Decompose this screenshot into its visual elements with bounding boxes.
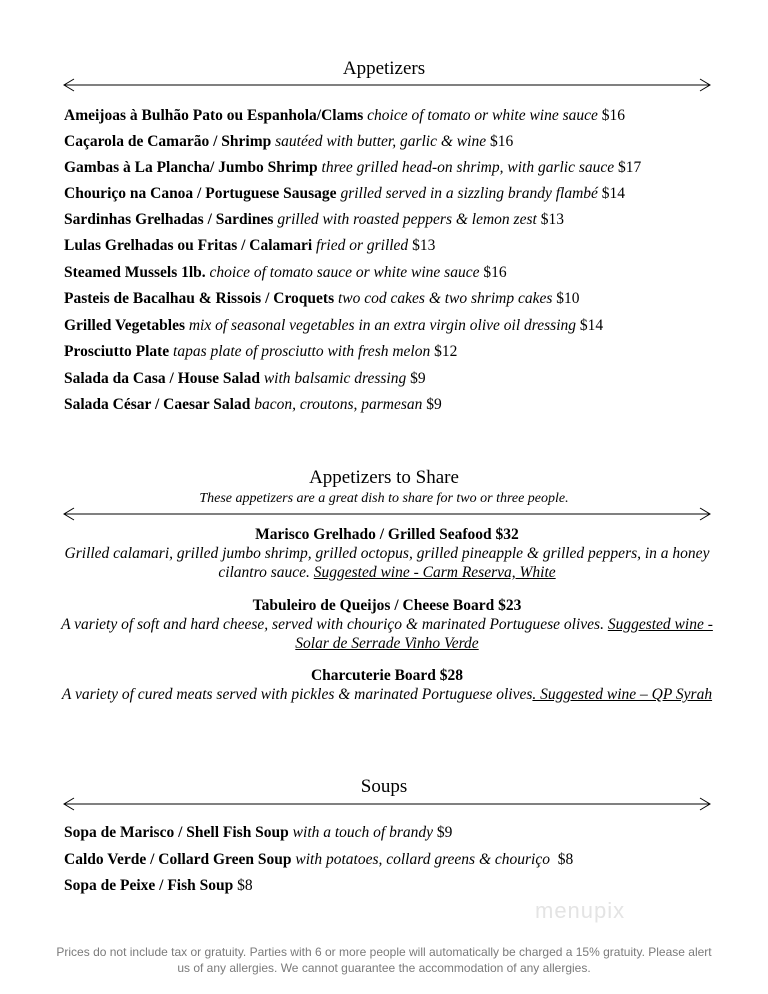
item-desc: with potatoes, collard greens & chouriço <box>295 851 550 868</box>
item-price: $16 <box>489 133 514 150</box>
item-name: Caldo Verde / Collard Green Soup <box>64 851 292 868</box>
item-desc: choice of tomato or white wine sauce <box>367 107 598 124</box>
item-price: $9 <box>426 396 442 413</box>
item-desc: sautéed with butter, garlic & wine <box>275 133 487 150</box>
share-item-desc <box>60 685 714 704</box>
soup-item <box>64 876 744 896</box>
menu-item <box>64 369 744 389</box>
item-desc: grilled with roasted peppers & lemon zest <box>277 211 537 228</box>
item-desc: three grilled head-on shrimp, with garlic sauce <box>321 159 615 176</box>
share-item-desc <box>60 544 714 582</box>
item-name: Gambas à La Plancha/ Jumbo Shrimp <box>64 159 318 176</box>
menu-item <box>64 236 744 256</box>
item-desc: with balsamic dressing <box>263 370 407 387</box>
share-item-desc <box>60 615 714 653</box>
soups-title: Soups <box>360 776 408 797</box>
share-item-desc-text: A variety of cured meats served with pickles & marinated Portuguese olives <box>61 686 533 703</box>
item-desc: bacon, croutons, parmesan <box>254 396 423 413</box>
item-name: Prosciutto Plate <box>64 343 170 360</box>
item-price: $17 <box>618 159 642 176</box>
item-price: $13 <box>412 237 436 254</box>
suggested-wine: . Suggested wine – QP Syrah <box>532 686 713 703</box>
menu-item <box>64 158 744 178</box>
item-desc: choice of tomato sauce or white wine sauce <box>209 264 480 281</box>
menu-item <box>64 342 744 362</box>
menu-item <box>64 210 744 230</box>
double-arrow-divider <box>62 507 712 521</box>
double-arrow-divider <box>62 78 712 92</box>
item-name: Sopa de Marisco / Shell Fish Soup <box>64 824 289 841</box>
menu-item <box>64 289 744 309</box>
double-arrow-divider <box>62 797 712 811</box>
share-item <box>60 596 714 653</box>
item-price: $14 <box>601 185 626 202</box>
item-price: $8 <box>557 851 574 868</box>
menu-item <box>64 132 744 152</box>
share-item <box>60 666 714 704</box>
item-name: Caçarola de Camarão / Shrimp <box>64 133 272 150</box>
item-price: $13 <box>540 211 564 228</box>
menu-item <box>64 184 744 204</box>
watermark-logo: menupix <box>535 898 626 923</box>
footer-note: Prices do not include tax or gratuity. Parties with 6 or more people will automatically be charged a 15% gratuity. Please alert us of any allergies. We cannot guarantee the accommodation of any allergies. <box>56 945 712 975</box>
share-item-title: Tabuleiro de Queijos / Cheese Board $23 <box>252 597 522 614</box>
item-price: $8 <box>237 877 253 894</box>
item-name: Sardinhas Grelhadas / Sardines <box>64 211 274 228</box>
item-price: $16 <box>601 107 626 124</box>
share-item-title: Charcuterie Board $28 <box>310 667 464 684</box>
item-name: Lulas Grelhadas ou Fritas / Calamari <box>64 237 313 254</box>
item-price: $9 <box>410 370 426 387</box>
menu-item <box>64 316 744 336</box>
item-name: Ameijoas à Bulhão Pato ou Espanhola/Clams <box>64 107 364 124</box>
soup-item <box>64 823 744 843</box>
item-name: Pasteis de Bacalhau & Rissois / Croquets <box>64 290 335 307</box>
item-price: $12 <box>434 343 458 360</box>
item-price: $9 <box>436 824 453 841</box>
item-desc: mix of seasonal vegetables in an extra virgin olive oil dressing <box>188 317 577 334</box>
item-price: $16 <box>483 264 507 281</box>
item-desc: two cod cakes & two shrimp cakes <box>338 290 553 307</box>
item-price: $10 <box>556 290 580 307</box>
suggested-wine: Suggested wine - Solar de Serrade Vinho Verde <box>295 616 713 652</box>
item-price: $14 <box>579 317 604 334</box>
appetizers-title: Appetizers <box>342 58 426 79</box>
item-desc: fried or grilled <box>316 237 409 254</box>
menu-item <box>64 106 744 126</box>
item-name: Salada César / Caesar Salad <box>64 396 251 413</box>
item-name: Chouriço na Canoa / Portuguese Sausage <box>64 185 337 202</box>
item-desc: with a touch of brandy <box>292 824 434 841</box>
share-item <box>60 525 714 582</box>
item-name: Grilled Vegetables <box>64 317 185 334</box>
item-name: Sopa de Peixe / Fish Soup <box>64 877 234 894</box>
share-item-desc-text: Grilled calamari, grilled jumbo shrimp, grilled octopus, grilled pineapple & grilled peppers, in a honey cilantro sauce. <box>64 545 710 581</box>
item-name: Steamed Mussels 1lb. <box>64 264 206 281</box>
share-item-title: Marisco Grelhado / Grilled Seafood $32 <box>255 526 519 543</box>
item-name: Salada da Casa / House Salad <box>64 370 260 387</box>
share-title: Appetizers to Share <box>309 467 459 488</box>
menu-item <box>64 395 744 415</box>
share-item-desc-text: A variety of soft and hard cheese, served with chouriço & marinated Portuguese olives. <box>61 616 608 633</box>
share-subtitle: These appetizers are a great dish to share for two or three people. <box>199 491 569 506</box>
item-desc: tapas plate of prosciutto with fresh melon <box>173 343 431 360</box>
soup-item <box>64 850 744 870</box>
item-desc: grilled served in a sizzling brandy flambé <box>340 185 598 202</box>
suggested-wine: Suggested wine - Carm Reserva, White <box>313 564 556 581</box>
menu-item <box>64 263 744 283</box>
